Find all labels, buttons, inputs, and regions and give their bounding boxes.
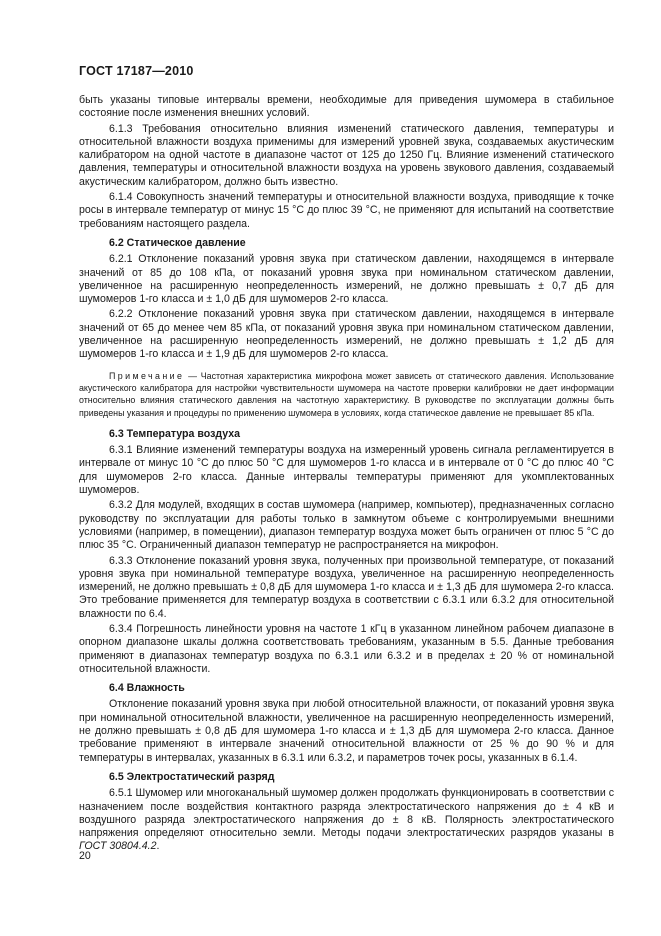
section-heading: 6.4 Влажность [109, 682, 185, 695]
standard-header: ГОСТ 17187—2010 [79, 64, 194, 78]
note-label: Примечание [109, 370, 185, 381]
paragraph: 6.2.1 Отклонение показаний уровня звука при статическом давлении, находящемся в интервале значений от 85 до 108 кПа, от показаний уровня звука при номинальном статическом давлении, увеличенное на расширенную неопределенность измерений, не должно превышать ± 0,7 дБ для шумомеров 1-го класса и ± 1,0 дБ для шумомеров 2-го класса. [79, 253, 614, 306]
paragraph-text: 6.5.1 Шумомер или многоканальный шумомер должен продолжать функционировать в соответствии с назначением после воздействия контактного разряда электростатического напряжения до ± 4 кВ и воздушного разряда электростатического напряжения до ± 8 кВ. Полярность электростатического напряжения определяют относительно земли. Методы подачи электростатических разрядов указаны в [79, 787, 614, 840]
paragraph: 6.3.2 Для модулей, входящих в состав шумомера (например, компьютер), предназначенных согласно руководству по эксплуатации для работы только в замкнутом объеме с контролируемыми внешними условиями (например, в помещении), диапазон температур воздуха может быть ограничен от плюс 5 °С до плюс 35 °С. Ограниченный диапазон температур не распространяется на микрофон. [79, 499, 614, 552]
page-number: 20 [79, 850, 91, 862]
paragraph: 6.1.4 Совокупность значений температуры и относительной влажности воздуха, приводящие к точке росы в интервале температур от минус 15 °С до плюс 39 °С, не применяют для испытаний на соответствие требованиям настоящего раздела. [79, 191, 614, 230]
paragraph: 6.3.4 Погрешность линейности уровня на частоте 1 кГц в указанном линейном рабочем диапазоне в опорном диапазоне шкалы должна соответствовать требованиям, указанным в 5.5. Данные требования применяют в диапазонах температур воздуха по 6.3.1 или 6.3.2 и в пределах ± 20 % от номинальной относительной влажности. [79, 622, 614, 675]
paragraph-tail: . [156, 840, 160, 853]
document-body [79, 94, 614, 856]
standard-reference: ГОСТ 30804.4.2 [79, 840, 157, 853]
note-text: — Частотная характеристика микрофона может зависеть от статического давления. Использование акустического калибратора для настройки чувствительности шумомера на частоте проверки калибровки не дает информации относительно влияния статического давления на частотную характеристику. В руководстве по эксплуатации должны быть приведены указания и процедуры по применению шумомера в условиях, когда статическое давление не превышает 85 кПа. [79, 370, 614, 418]
section-heading: 6.3 Температура воздуха [109, 427, 240, 440]
section-heading: 6.2 Статическое давление [109, 236, 246, 249]
paragraph: быть указаны типовые интервалы времени, необходимые для приведения шумомера в стабильное состояние после изменения внешних условий. [79, 94, 614, 120]
paragraph: 6.1.3 Требования относительно влияния изменений статического давления, температуры и относительной влажности воздуха применимы для измерений уровней звука, создаваемых акустическим калибратором на одной частоте в диапазоне частот от 125 до 1250 Гц. Влияние изменений статического давления, температуры и относительной влажности воздуха на уровень звукового давления, создаваемый акустическим калибратором, должно быть известно. [79, 122, 614, 188]
note-paragraph [79, 370, 614, 419]
paragraph: 6.3.1 Влияние изменений температуры воздуха на измеренный уровень сигнала регламентируется в интервале от минус 10 °С до плюс 50 °С для шумомеров 1-го класса и в интервале от 0 °С до плюс 40 °С для шумомеров 2-го класса. Данные интервалы температуры применяют для укомплектованных шумомеров. [79, 444, 614, 497]
paragraph [79, 787, 614, 853]
paragraph: Отклонение показаний уровня звука при любой относительной влажности, от показаний уровня звука при номинальной относительной влажности, увеличенное на расширенную неопределенность измерений, не должно превышать ± 0,8 дБ для шумомера 1-го класса и ± 1,3 дБ для шумомера 2-го класса. Данное требование применяют в интервале значений относительной влажности от 25 % до 90 % и для температуры в интервалах, указанных в 6.3.1 или 6.3.2, и параметров точек росы, указанных в 6.1.4. [79, 698, 614, 764]
paragraph: 6.3.3 Отклонение показаний уровня звука, полученных при произвольной температуре, от показаний уровня звука при номинальной температуре воздуха, увеличенное на расширенную неопределенность измерений, не должно превышать ± 0,8 дБ для шумомера 1-го класса и ± 1,3 дБ для шумомера 2-го класса. Это требование применяется для температур воздуха в соответствии с 6.3.1 или 6.3.2 для относительной влажности по 6.4. [79, 554, 614, 620]
paragraph: 6.2.2 Отклонение показаний уровня звука при статическом давлении, находящемся в интервале значений от 65 до менее чем 85 кПа, от показаний уровня звука при номинальном статическом давлении, увеличенное на расширенную неопределенность измерений, не должно превышать ± 1,2 дБ для шумомеров 1-го класса и ± 1,9 дБ для шумомеров 2-го класса. [79, 308, 614, 361]
section-heading: 6.5 Электростатический разряд [109, 770, 275, 783]
